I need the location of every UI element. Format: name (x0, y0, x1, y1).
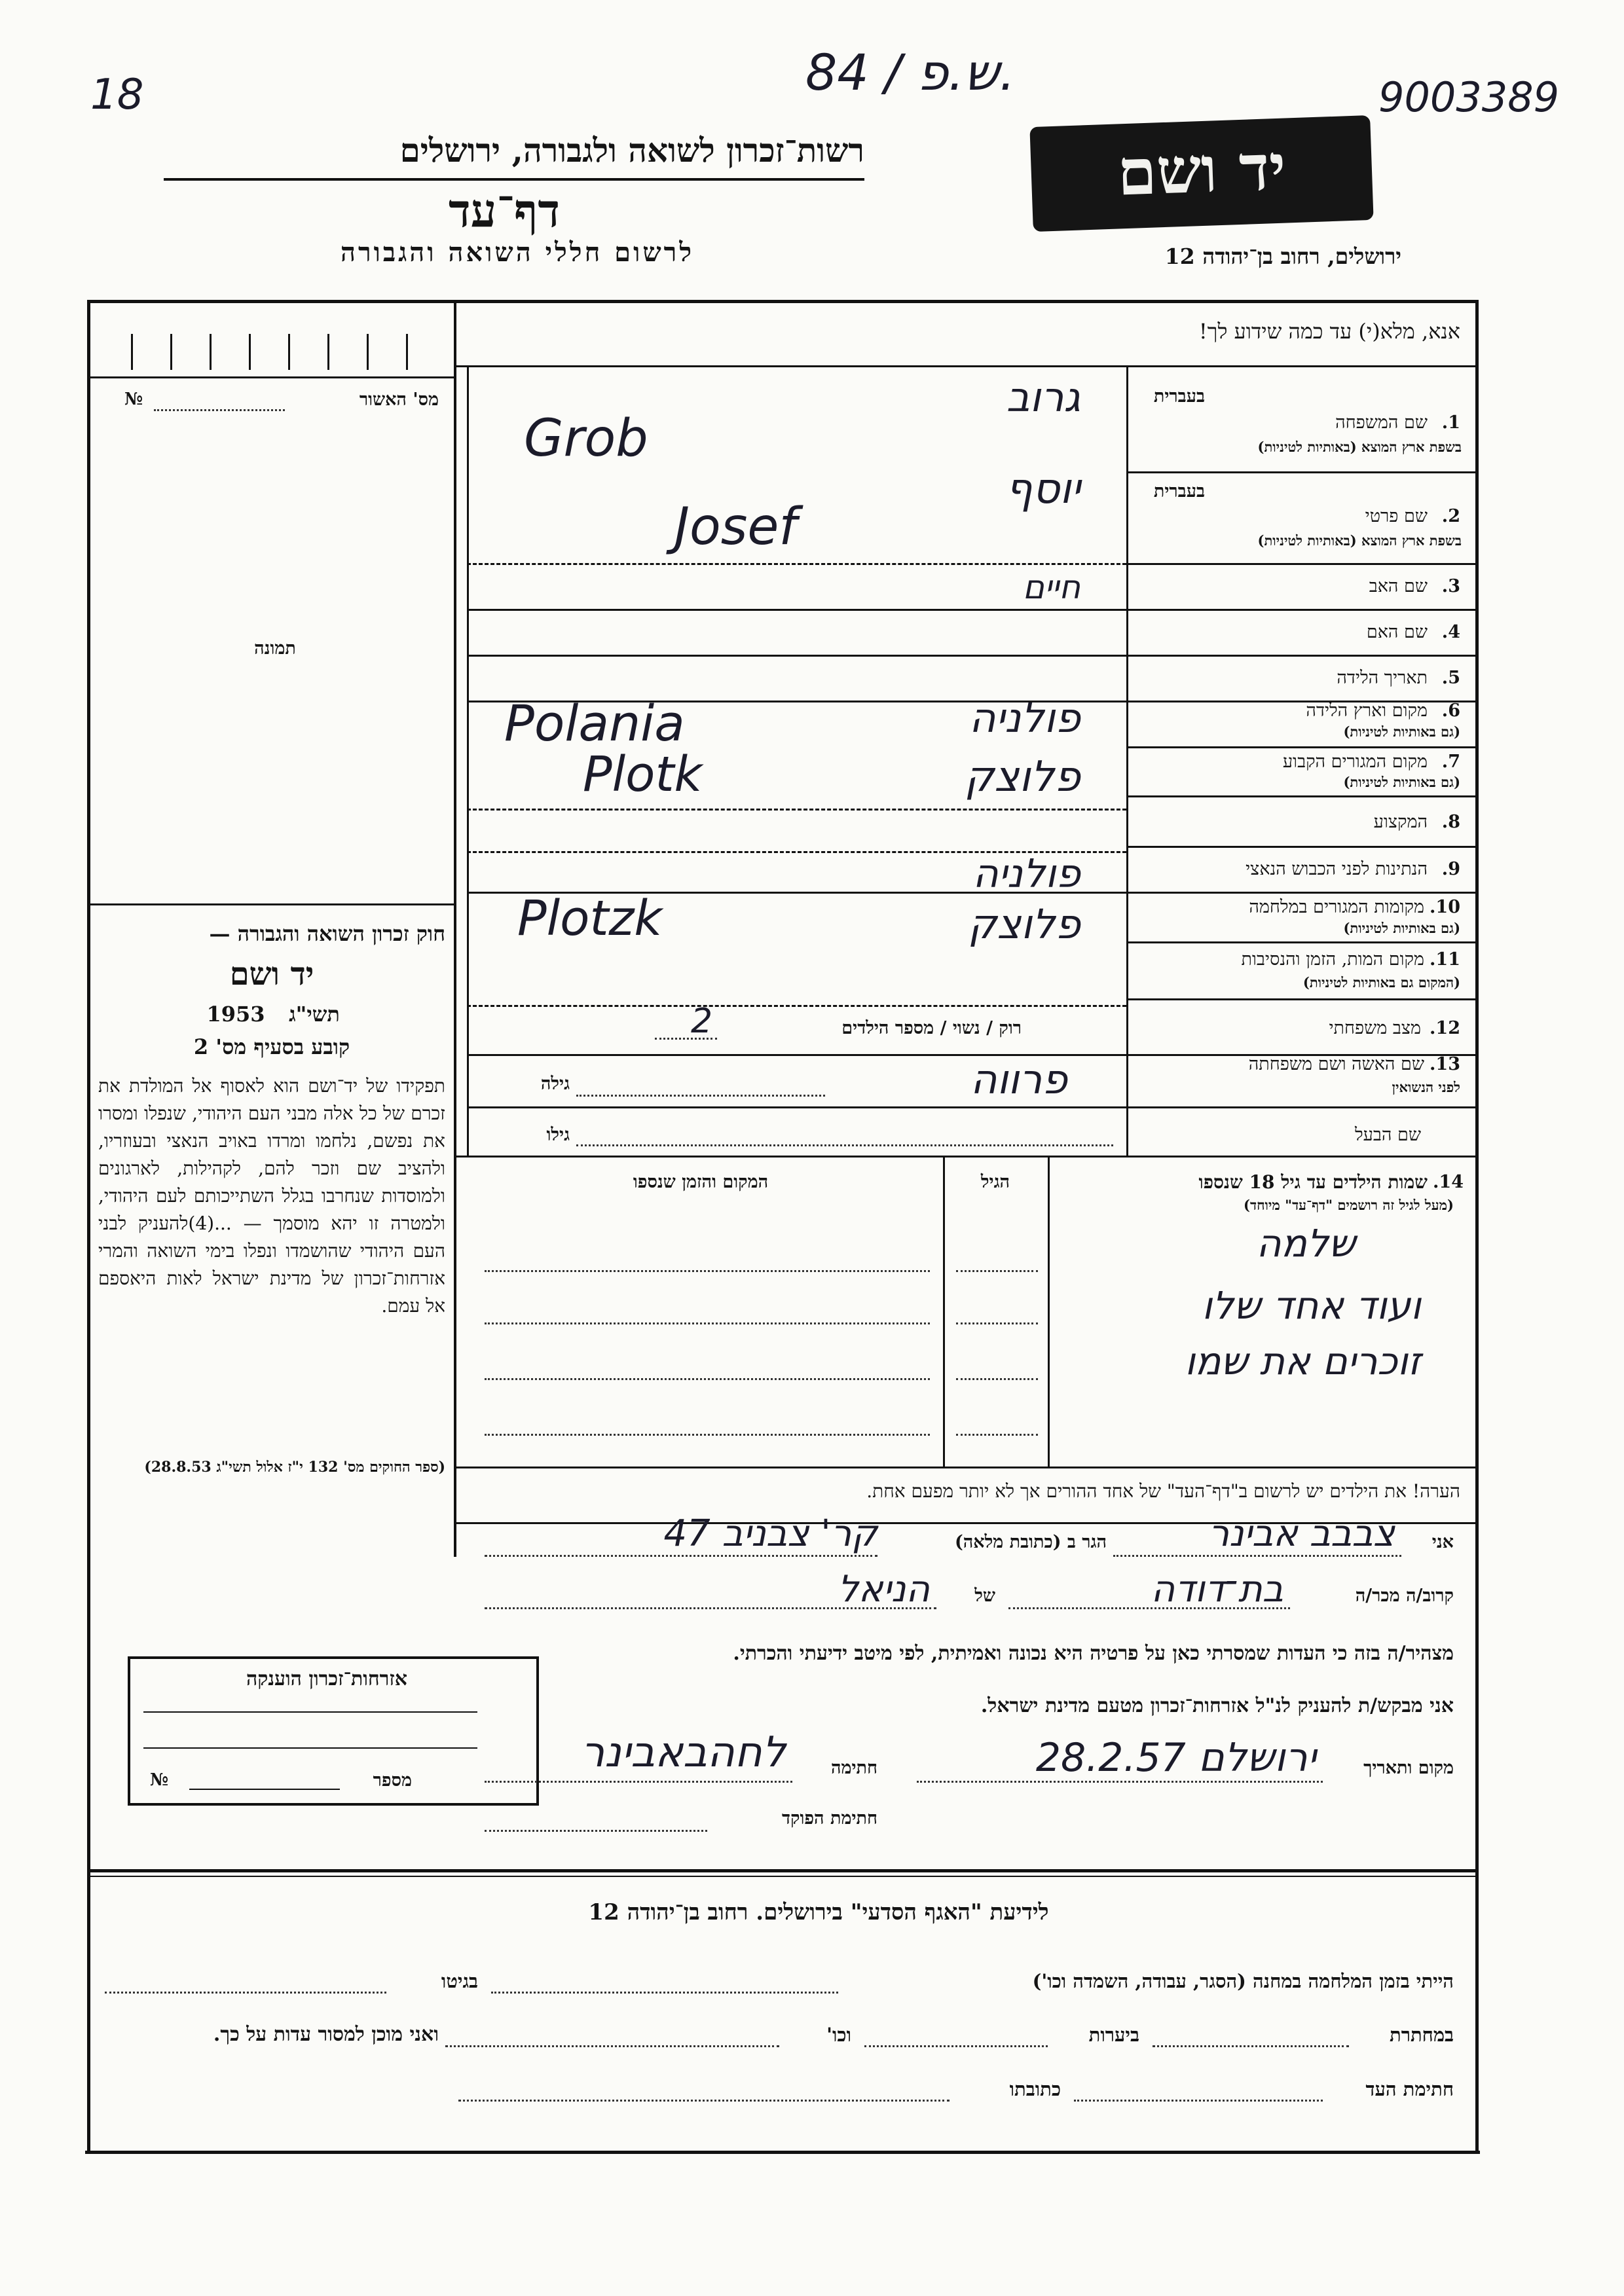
field-9-label: הנתינות לפני הכבוש הנאצי (1246, 859, 1428, 879)
decl-relation-prefix: קרוב/ה מכר/ה (1355, 1586, 1454, 1606)
children-label: שמות הילדים עד גיל 18 שנספו (1198, 1171, 1428, 1193)
decl-request: אני מבקש/ת להעניק לנ"ל אזרחות־זכרון מטעם מדינת ישראל. (980, 1694, 1454, 1717)
field-12-num: 12. (1430, 1018, 1460, 1038)
field-2-label: שם פרטי (1365, 506, 1428, 526)
field-13-label: שם האשה ושם משפחתה (1248, 1054, 1424, 1074)
field-1-label: שם המשפחה (1335, 412, 1428, 433)
field-11-label: מקום המות, הזמן והנסיבות (1241, 949, 1424, 970)
honor-box-title: אזרחות־זכרון הוענקה (246, 1667, 408, 1690)
decl-relation: בת־דודה (1151, 1568, 1283, 1611)
field-2-hebrew-value: יוסף (1005, 465, 1080, 513)
husband-age-label: גילו (546, 1125, 570, 1145)
bottom-line2-a: במחתרת (1390, 2024, 1454, 2046)
field-9-num: 9. (1441, 859, 1460, 879)
field-6-latin-value: Polania (504, 694, 685, 752)
field-12-value: 2 (691, 1002, 713, 1041)
field-2-latin-value: Josef (674, 498, 797, 556)
field-1-tag: בעברית (1153, 386, 1205, 407)
honor-box-number-label: מספר (373, 1770, 412, 1791)
field-10-num: 10. (1430, 897, 1460, 917)
yad-vashem-logo (1029, 115, 1373, 232)
decl-of-name: הניאל (838, 1568, 930, 1611)
law-year-heb: תשי"ג (289, 1002, 340, 1027)
field-1-hebrew-value: גרוב (1006, 373, 1080, 421)
bottom-line2-end: ואני מוכן למסור עדות על כך. (213, 2023, 439, 2046)
bottom-heading: לידיעת "האגף הסדעי" בירושלים. רחוב בן־יהודה 12 (588, 1899, 1049, 1925)
field-13-num: 13. (1430, 1054, 1460, 1074)
child-name-3: זוכרים את שמו (1185, 1339, 1421, 1383)
approval-no: № (124, 390, 143, 409)
field-7-label: מקום המגורים הקבוע (1282, 752, 1428, 772)
field-5-num: 5. (1441, 668, 1460, 688)
children-num: 14. (1433, 1172, 1464, 1192)
field-10-hebrew-value: פלוצק (968, 900, 1080, 948)
husband-label: שם הבעל (1355, 1125, 1421, 1145)
declarant-address: קר' צבניב 47 (663, 1512, 877, 1555)
field-1-num: 1. (1441, 412, 1460, 433)
bottom-line2-b: ביערות (1088, 2024, 1139, 2046)
field-6-sub: (גם באותיות לטיניות) (1343, 723, 1460, 740)
field-4-num: 4. (1441, 622, 1460, 642)
authority-underline (164, 178, 864, 181)
field-13-sub: לפני הנשואין (1392, 1079, 1460, 1095)
form-subtitle: לרשום חללי השואה והגבורה (340, 237, 695, 268)
honor-box-no: № (150, 1770, 169, 1790)
law-text: תפקידו של יד־ושם הוא לאסוף אל המולדת את זכרם של כל אלה מבני העם היהודי, שנפלו ומסרו את נפשם, נלחמו ומרדו באויב הנאצי ובעוזריו, ולהציב שם וזכר להם, לקהילות, לארגונים ולמוסדות שנחרבו בגלל השתייכותם לעם היהודי, ולמטרה זו יהא מוסמך — ...(4)להעניק לבני העם היהודי שהושמדו ונפלו בימי השואה והמרי אזרחות־זכרון של מדינת ישראל לאות היאספם אל עמם. (98, 1075, 445, 1317)
child-name-1: שלמה (1256, 1221, 1356, 1266)
place-date-value: ירושלם 28.2.57 (1035, 1735, 1316, 1781)
children-col-place: המקום והזמן שנספו (633, 1172, 769, 1192)
children-sub: (מעל לגיל זה רושמים "דף־עד" מיוחד) (1244, 1197, 1454, 1213)
law-heading: חוק זכרון השואה והגבורה — (209, 921, 445, 946)
children-note: הערה! את הילדים יש לרשום ב"דף־העד" של אחד ההורים אך לא יותר מפעם אחת. (866, 1480, 1460, 1502)
bottom-line1-end: בגיטו (441, 1970, 478, 1992)
field-2-tag: בעברית (1153, 481, 1205, 501)
authority-name: רשות־זכרון לשואה ולגבורה, ירושלים (399, 131, 864, 170)
field-13-age-label: גילה (540, 1074, 570, 1094)
field-1-sub: בשפת ארץ המוצא (באותיות לטיניות) (1257, 439, 1462, 455)
law-clause: קובע בסעיף מס' 2 (193, 1034, 350, 1059)
logo-text: יד ושם (1116, 130, 1287, 210)
field-7-hebrew-value: פלוצק (964, 753, 1080, 801)
field-11-num: 11. (1430, 949, 1460, 970)
decl-of-label: של (974, 1586, 995, 1606)
field-12-label: מצב משפחתי (1329, 1018, 1421, 1038)
field-9-value: פולניה (972, 851, 1080, 897)
law-name: יד ושם (229, 956, 314, 993)
annotation-left-number: 18 (90, 71, 144, 119)
field-10-sub: (גם באותיות לטיניות) (1343, 920, 1460, 936)
header-address: ירושלים, רחוב בן־יהודה 12 (1164, 244, 1401, 269)
annotation-middle: 84 / ש.פ. (805, 43, 1016, 101)
field-1-latin-value: Grob (524, 409, 648, 468)
field-3-label: שם האב (1369, 576, 1428, 596)
approval-marks (98, 308, 445, 370)
field-7-sub: (גם באותיות לטיניות) (1343, 774, 1460, 790)
annotation-right-number: 9003389 (1378, 73, 1560, 121)
field-13-value: פרווה (970, 1055, 1067, 1103)
field-5-label: תאריך הלידה (1337, 668, 1428, 688)
field-2-num: 2. (1441, 506, 1460, 526)
field-8-num: 8. (1441, 812, 1460, 832)
field-6-hebrew-value: פולניה (969, 694, 1080, 742)
field-7-latin-value: Plotk (583, 746, 703, 803)
signature-value: לחהבאבינר (581, 1728, 786, 1777)
form-title: דף־עד (448, 183, 560, 238)
field-7-num: 7. (1441, 752, 1460, 772)
decl-statement: מצהיר/ה בזה כי העדות שמסרתי כאן על פרטיה היא נכונה ואמיתית, לפי מיטב ידיעתי והכרתי. (733, 1642, 1454, 1665)
approval-label: מס' האשור (359, 390, 439, 410)
officer-signature-label: חתימת הפוקד (782, 1808, 877, 1829)
field-3-num: 3. (1441, 576, 1460, 596)
field-10-latin-value: Plotzk (517, 890, 663, 947)
decl-mid: הגר ב (כתובת מלאה) (954, 1532, 1107, 1552)
bottom-line2-c: וכו' (826, 2024, 851, 2046)
bottom-line1: הייתי בזמן המלחמה במחנה (הסגר, עבודה, השמדה וכו') (1032, 1970, 1454, 1992)
child-name-2: ועוד אחד שלו (1202, 1283, 1421, 1328)
field-12-options: רוק / נשוי / מספר הילדים (841, 1018, 1022, 1038)
field-2-sub: בשפת ארץ המוצא (באותיות לטיניות) (1257, 532, 1462, 549)
law-source: (ספר החוקים מס' 132 י"ז אלול תשי"ג 28.8.53) (144, 1459, 445, 1476)
signature-label: חתימה (830, 1758, 877, 1778)
children-col-age: הגיל (980, 1172, 1010, 1192)
decl-prefix: אני (1431, 1532, 1454, 1552)
form-instruction: אנא, מלא(י) עד כמה שידוע לך! (1198, 319, 1460, 344)
law-year: 1953 (206, 1002, 265, 1027)
field-8-label: המקצוע (1373, 812, 1428, 832)
declarant-name: צבבב אבינר (1208, 1512, 1395, 1555)
field-3-value: חיים (1022, 568, 1080, 606)
place-date-label: מקום ותאריך (1363, 1758, 1454, 1778)
field-4-label: שם האם (1366, 622, 1428, 642)
field-11-sub: (המקום גם באותיות לטיניות) (1302, 974, 1460, 991)
field-6-label: מקום וארץ הלידה (1306, 701, 1428, 721)
bottom-line3-b: כתובתו (1009, 2078, 1061, 2100)
bottom-line3-a: חתימת העד (1365, 2078, 1454, 2100)
field-10-label: מקומות המגורים במלחמה (1249, 897, 1424, 917)
field-6-num: 6. (1441, 701, 1460, 721)
photo-label: תמונה (254, 638, 296, 659)
